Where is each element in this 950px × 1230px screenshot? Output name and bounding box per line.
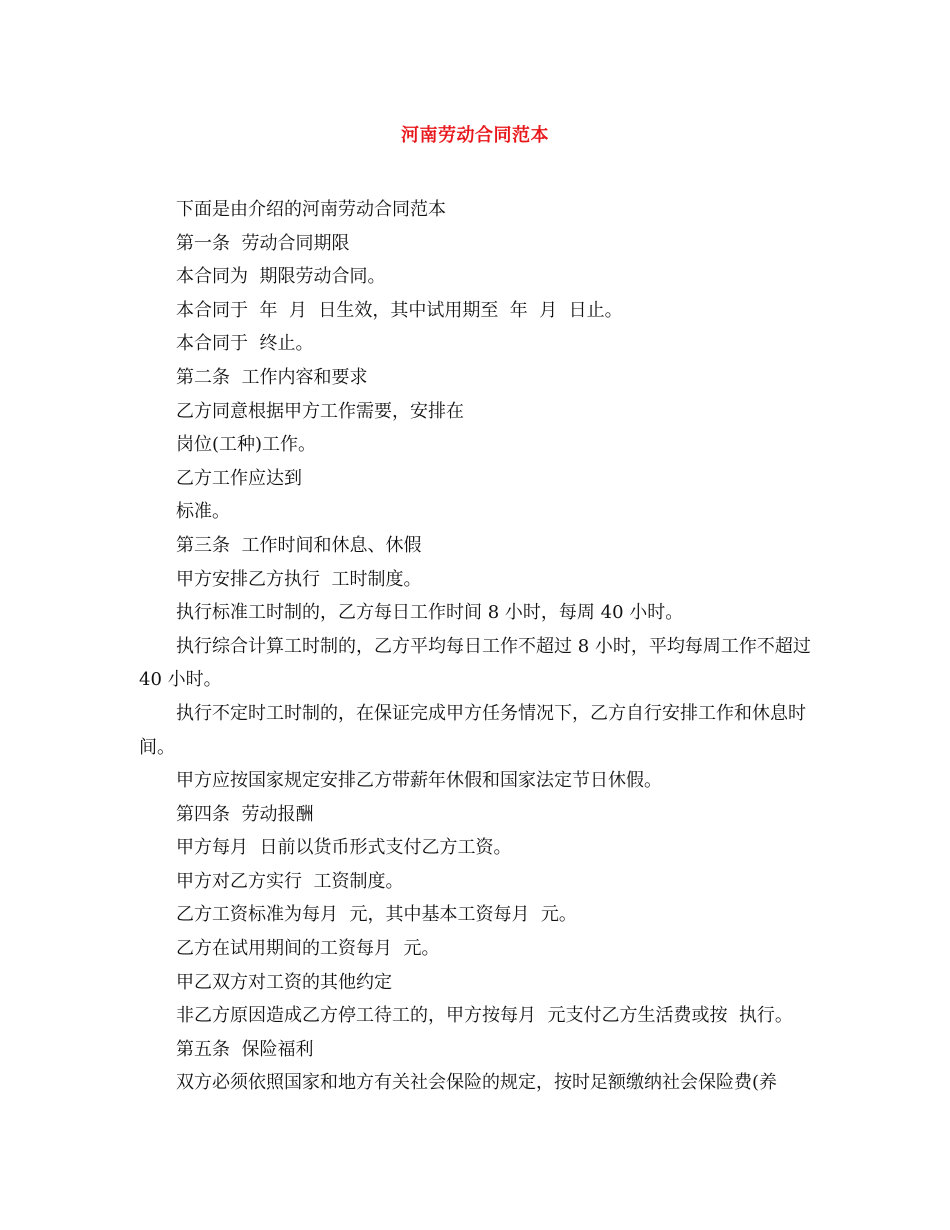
document-body bbox=[139, 193, 815, 1100]
paragraph: 本合同为 期限劳动合同。 bbox=[176, 266, 386, 288]
paragraph: 本合同于 年 月 日生效，其中试用期至 年 月 日止。 bbox=[176, 299, 623, 321]
paragraph: 执行标准工时制的，乙方每日工作时间 8 小时，每周 40 小时。 bbox=[176, 602, 684, 624]
paragraph: 乙方工资标准为每月 元，其中基本工资每月 元。 bbox=[176, 904, 577, 926]
paragraph: 乙方工作应达到 bbox=[176, 467, 302, 489]
section-heading: 第二条 工作内容和要求 bbox=[176, 366, 368, 388]
paragraph: 本合同于 终止。 bbox=[176, 333, 314, 355]
paragraph: 乙方在试用期间的工资每月 元。 bbox=[176, 938, 440, 960]
paragraph: 甲方应按国家规定安排乙方带薪年休假和国家法定节日休假。 bbox=[176, 770, 662, 792]
paragraph: 乙方同意根据甲方工作需要，安排在 bbox=[176, 400, 464, 422]
document-title: 河南劳动合同范本 bbox=[401, 125, 549, 146]
paragraph: 岗位(工种)工作。 bbox=[176, 434, 317, 456]
paragraph: 甲乙双方对工资的其他约定 bbox=[176, 971, 392, 993]
paragraph: 非乙方原因造成乙方停工待工的，甲方按每月 元支付乙方生活费或按 执行。 bbox=[176, 1005, 793, 1027]
section-heading: 第三条 工作时间和休息、休假 bbox=[176, 534, 422, 556]
paragraph: 执行不定时工时制的，在保证完成甲方任务情况下，乙方自行安排工作和休息时间。 bbox=[139, 702, 806, 758]
paragraph: 双方必须依照国家和地方有关社会保险的规定，按时足额缴纳社会保险费(养 bbox=[176, 1072, 778, 1094]
paragraph: 甲方对乙方实行 工资制度。 bbox=[176, 870, 404, 892]
section-heading: 第五条 保险福利 bbox=[176, 1038, 314, 1060]
section-heading: 第一条 劳动合同期限 bbox=[176, 232, 350, 254]
paragraph: 执行综合计算工时制的，乙方平均每日工作不超过 8 小时，平均每周工作不超过 40 小时。 bbox=[139, 635, 817, 691]
paragraph: 甲方每月 日前以货币形式支付乙方工资。 bbox=[176, 837, 512, 859]
paragraph: 标准。 bbox=[176, 501, 230, 523]
paragraph: 下面是由介绍的河南劳动合同范本 bbox=[176, 199, 446, 220]
section-heading: 第四条 劳动报酬 bbox=[176, 803, 314, 825]
paragraph: 甲方安排乙方执行 工时制度。 bbox=[176, 568, 422, 590]
